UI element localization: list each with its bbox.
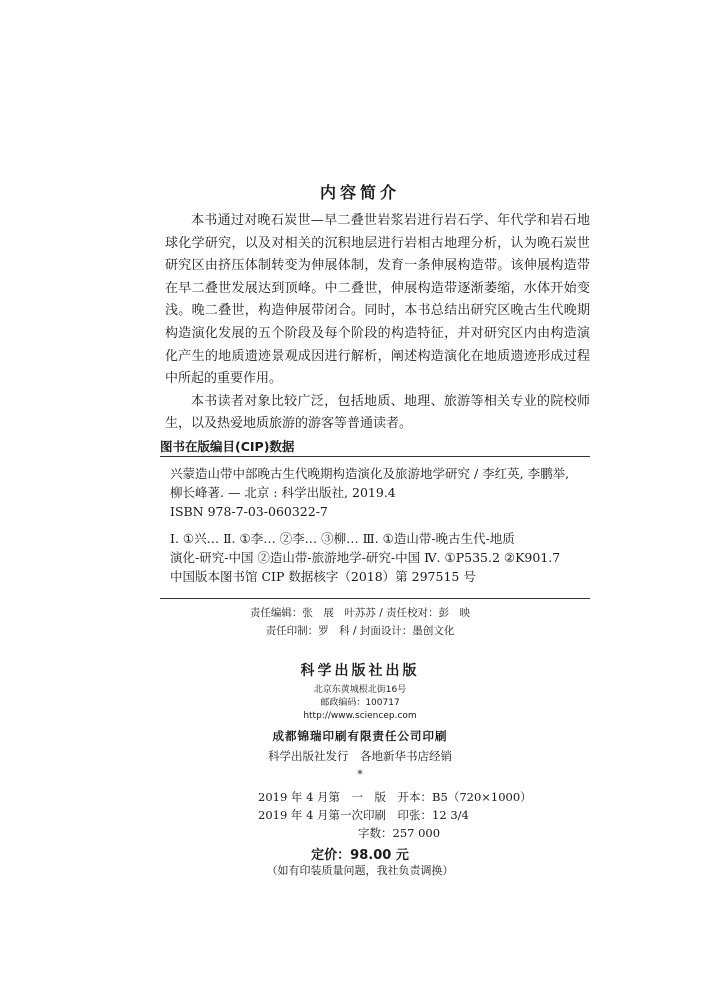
cip-citation-line-2: 柳长峰著. — 北京 : 科学出版社, 2019.4 — [170, 485, 396, 500]
publisher-postcode: 邮政编码：100717 — [320, 698, 400, 708]
edition-row-1: 2019 年 4 月第 一 版 开本：B5（720×1000） — [258, 790, 532, 804]
cip-record-number: 中国版本图书馆 CIP 数据核字（2018）第 297515 号 — [170, 569, 476, 584]
summary-section — [165, 210, 590, 436]
publisher-address: 北京东黄城根北街16号 — [313, 685, 407, 695]
printer-name: 成都锦瑞印刷有限责任公司印刷 — [272, 729, 448, 743]
cip-subject-line-2: 演化-研究-中国 ②造山带-旅游地学-研究-中国 Ⅳ. ①P535.2 ②K901.7 — [170, 550, 561, 565]
separator-asterisk: * — [357, 768, 363, 781]
summary-paragraph-1: 本书通过对晚石炭世—早二叠世岩浆岩进行岩石学、年代学和岩石地球化学研究，以及对相关的沉积地层进行岩相古地理分析，认为晚石炭世研究区由挤压体制转变为伸展体制，发育一条伸展构造带。该伸展构造带在早二叠世发展达到顶峰。中二叠世，伸展构造带逐渐萎缩，水体开始变浅。晚二叠世，构造伸展带闭合。同时，本书总结出研究区晚古生代晚期构造演化发展的五个阶段及每个阶段的构造特征，并对研究区内由构造演化产生的地质遗迹景观成因进行解析，阐述构造演化在地质遗迹形成过程中所起的重要作用。 — [165, 213, 590, 387]
edition-row-2: 2019 年 4 月第一次印刷 印张：12 3/4 — [258, 808, 469, 822]
credits — [0, 604, 720, 640]
cip-subject-line-1: Ⅰ. ①兴… Ⅱ. ①李… ②李… ③柳… Ⅲ. ①造山带-晚古生代-地质 — [170, 531, 515, 546]
publisher-name: 科学出版社出版 — [300, 663, 420, 679]
summary-paragraph-2: 本书读者对象比较广泛，包括地质、地理、旅游等相关专业的院校师生，以及热爱地质旅游的游客等普通读者。 — [165, 393, 590, 432]
word-count: 字数：257 000 — [358, 826, 441, 840]
summary-title: 内容简介 — [319, 183, 400, 202]
cip-bottom-rule — [160, 598, 590, 599]
publisher-address-block — [0, 684, 720, 723]
cip-header: 图书在版编目(CIP)数据 — [160, 439, 295, 454]
quality-notice: （如有印装质量问题，我社负责调换） — [266, 864, 454, 877]
credits-editors: 责任编辑：张 展 叶苏苏 / 责任校对：彭 映 — [249, 607, 471, 619]
cip-top-rule — [160, 456, 590, 457]
price: 定价：98.00 元 — [311, 848, 409, 863]
publisher-url: http://www.sciencep.com — [303, 711, 417, 721]
credits-production: 责任印制：罗 科 / 封面设计：墨创文化 — [265, 625, 455, 637]
cip-isbn: ISBN 978-7-03-060322-7 — [170, 504, 328, 519]
edition-info — [258, 788, 532, 842]
cip-citation-line-1: 兴蒙造山带中部晚古生代晚期构造演化及旅游地学研究 / 李红英, 李鹏举, — [170, 466, 570, 481]
distribution-line: 科学出版社发行 各地新华书店经销 — [268, 749, 452, 763]
cip-data-block — [170, 464, 590, 586]
